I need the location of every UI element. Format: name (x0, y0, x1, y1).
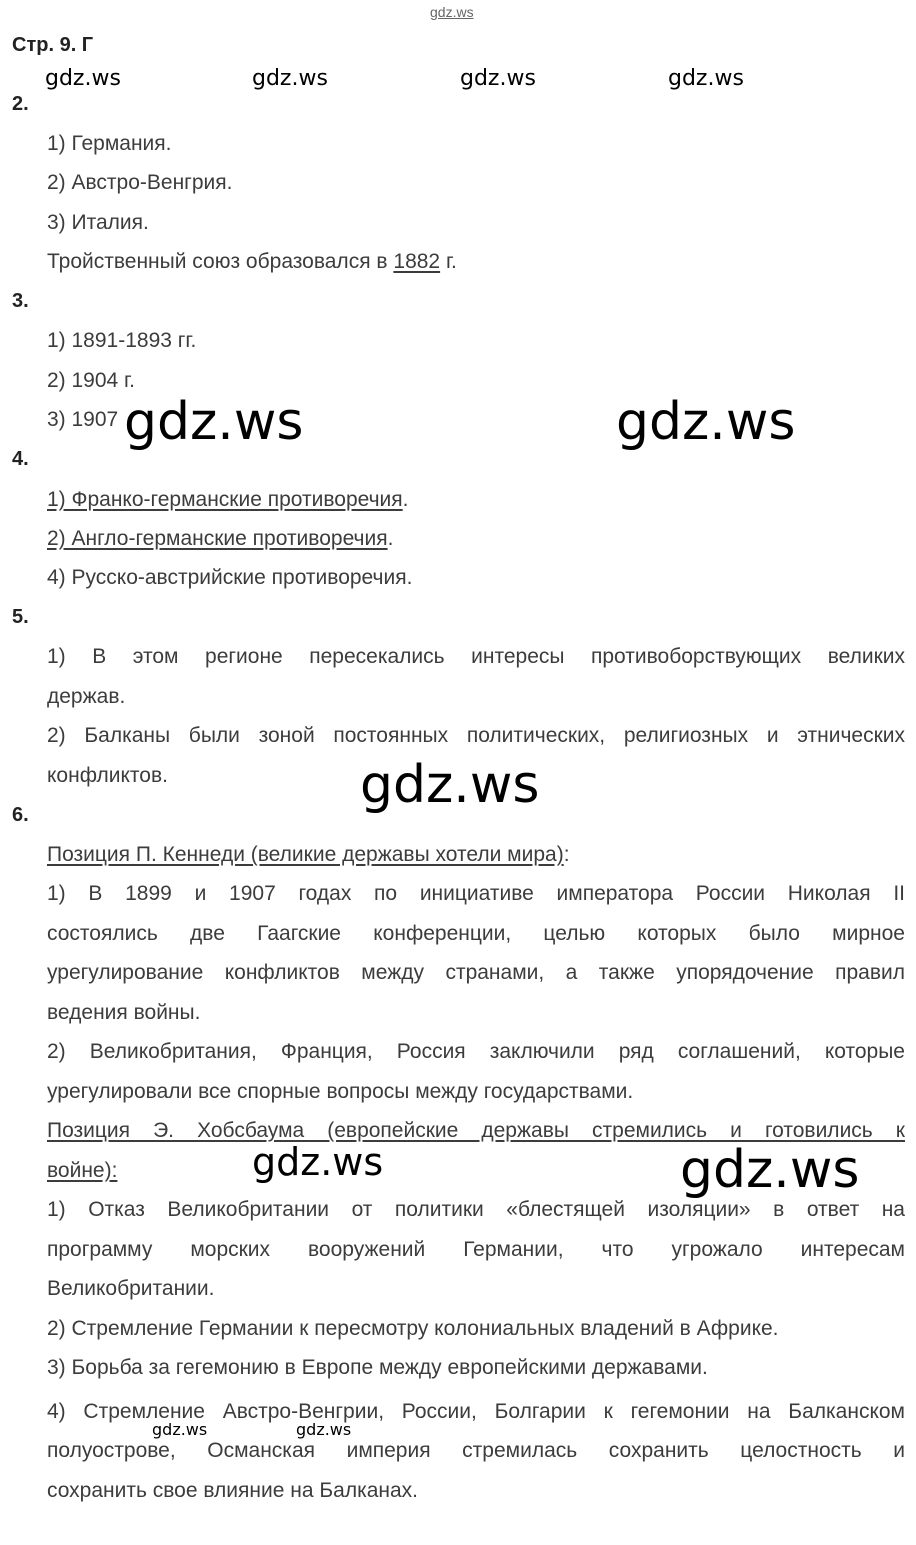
answer-line: ведения войны. (47, 1001, 201, 1024)
page-label: Стр. 9. Г (12, 34, 94, 56)
underlined-answer: 2) Англо-германские противоречия (47, 527, 388, 550)
answer-line: 1) Германия. (47, 132, 172, 155)
answer-line (47, 527, 393, 551)
watermark: gdz.ws (296, 1420, 352, 1439)
watermark: gdz.ws (45, 66, 121, 91)
answer-line: 3) Борьба за гегемонию в Европе между европейскими державами. (47, 1356, 708, 1379)
heading-text: Позиция П. Кеннеди (великие державы хотели мира) (47, 843, 564, 866)
watermark: gdz.ws (252, 66, 328, 91)
answer-line: сохранить свое влияние на Балканах. (47, 1479, 419, 1502)
answer-line: урегулирование конфликтов между странами, а также упорядочение правил (47, 961, 905, 984)
site-link[interactable]: gdz.ws (430, 4, 474, 20)
task-number: 2. (12, 93, 29, 115)
answer-line: Великобритании. (47, 1277, 215, 1300)
punctuation: . (402, 488, 409, 511)
answer-line: 2) 1904 г. (47, 369, 135, 392)
answer-line: 2) Балканы были зоной постоянных политических, религиозных и этнических (47, 724, 905, 747)
task-number: 4. (12, 448, 29, 470)
position-heading: Позиция Э. Хобсбаума (европейские державы стремились и готовились к (47, 1119, 905, 1142)
answer-line: 4) Стремление Австро-Венгрии, России, Болгарии к гегемонии на Балканском (47, 1400, 905, 1423)
answer-line: 4) Русско-австрийские противоречия. (47, 566, 413, 589)
answer-line (47, 488, 409, 512)
watermark: gdz.ws (616, 392, 796, 452)
answer-line: 1) Отказ Великобритании от политики «блестящей изоляции» в ответ на (47, 1198, 905, 1221)
year-answer: 1882 (393, 250, 441, 273)
answer-line: состоялись две Гаагские конференции, целью которых было мирное (47, 922, 905, 945)
answer-line: 3) Италия. (47, 211, 149, 234)
answer-line: 2) Великобритания, Франция, Россия заключили ряд соглашений, которые (47, 1040, 905, 1063)
task-number: 3. (12, 290, 29, 312)
watermark: gdz.ws (680, 1140, 860, 1200)
watermark: gdz.ws (360, 755, 540, 815)
answer-line: конфликтов. (47, 764, 168, 787)
position-heading (47, 843, 570, 867)
watermark: gdz.ws (460, 66, 536, 91)
task-number: 5. (12, 606, 29, 628)
punctuation: : (563, 843, 570, 866)
answer-line: программу морских вооружений Германии, что угрожало интересам (47, 1238, 905, 1261)
punctuation: . (387, 527, 394, 550)
answer-line: 3) 1907 (47, 408, 119, 431)
position-heading: войне): (47, 1159, 118, 1182)
answer-line: 1) В 1899 и 1907 годах по инициативе императора России Николая II (47, 882, 905, 905)
task-number: 6. (12, 804, 29, 826)
watermark: gdz.ws (152, 1420, 208, 1439)
answer-line: держав. (47, 685, 126, 708)
answer-line: урегулировали все спорные вопросы между государствами. (47, 1080, 634, 1103)
watermark: gdz.ws (668, 66, 744, 91)
answer-sentence (47, 250, 457, 274)
answer-line: полуострове, Османская империя стремилась сохранить целостность и (47, 1439, 905, 1462)
watermark: gdz.ws (124, 392, 304, 452)
answer-line: 2) Стремление Германии к пересмотру колониальных владений в Африке. (47, 1317, 779, 1340)
sentence-text: г. (440, 250, 457, 273)
underlined-answer: 1) Франко-германские противоречия (47, 488, 403, 511)
watermark: gdz.ws (252, 1140, 384, 1184)
answer-line: 1) 1891-1893 гг. (47, 329, 197, 352)
answer-line: 1) В этом регионе пересекались интересы противоборствующих великих (47, 645, 905, 668)
sentence-text: Тройственный союз образовался в (47, 250, 394, 273)
answer-line: 2) Австро-Венгрия. (47, 171, 233, 194)
